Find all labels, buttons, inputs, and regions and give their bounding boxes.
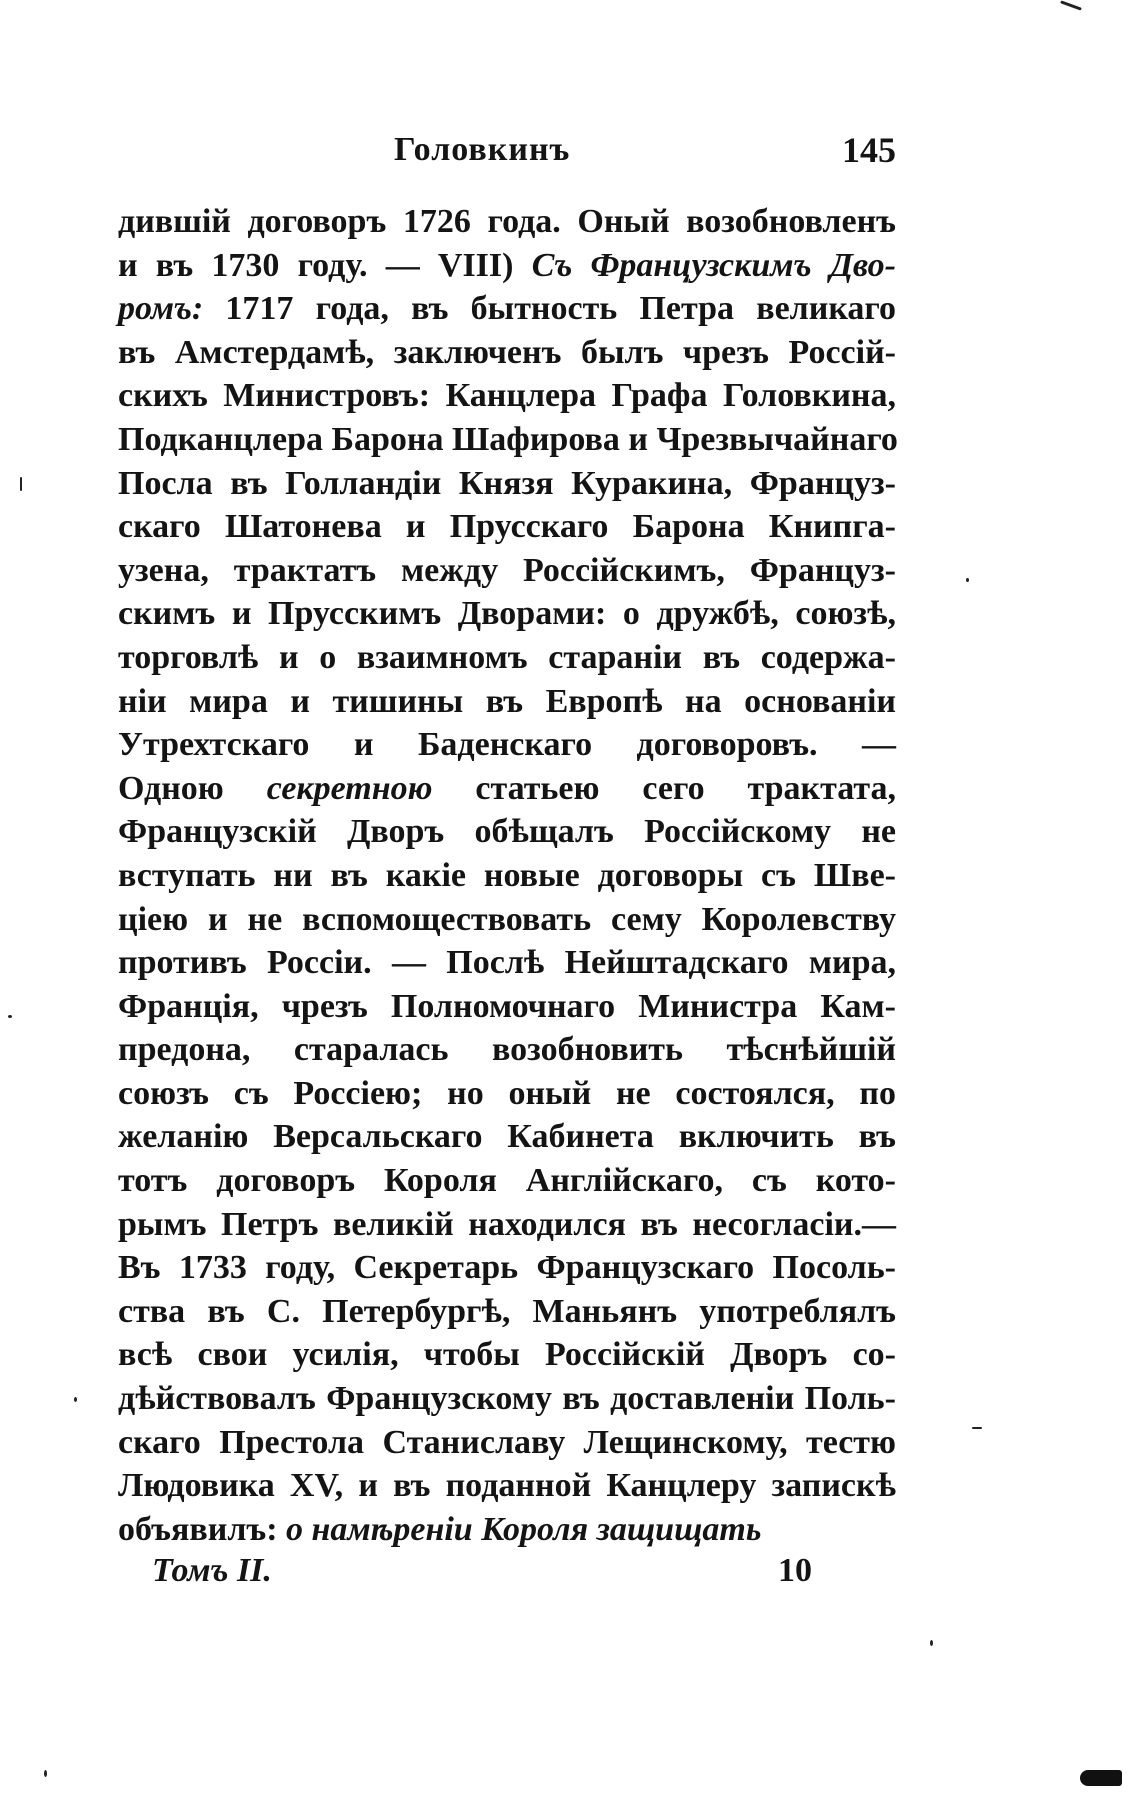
signature-mark: 10 [778,1552,812,1589]
text-line [118,636,896,680]
scan-speck [8,1015,12,1018]
scan-speck [74,1397,77,1402]
text-run: Людовика XV, и въ поданной Канцлеру запискѣ [118,1467,896,1505]
text-run: Франція, чрезъ Полномочнаго Министра Кам- [118,987,896,1025]
italic-run: о намѣреніи Короля защищать [286,1510,762,1548]
scan-speck [1080,1770,1122,1786]
text-run: въ Амстердамѣ, заключенъ былъ чрезъ Россій- [118,333,896,371]
text-run: скихъ Министровъ: Канцлера Графа Головкина, [118,377,896,415]
text-run: ніи мира и тишины въ Европѣ на основаніи [118,682,896,720]
scan-speck [1060,0,1082,10]
text-run: желанію Версальскаго Кабинета включить въ [118,1118,896,1156]
text-run: Утрехтскаго и Баденскаго договоровъ. — [118,726,896,764]
italic-run: секретною [266,769,433,807]
text-run: дившій договоръ 1726 года. Оный возобновленъ [118,203,896,240]
text-run: всѣ свои усилія, чтобы Россійскій Дворъ со- [118,1336,896,1374]
text-run: узена, трактатъ между Россійскимъ, Француз- [118,551,896,589]
text-line [118,1028,896,1072]
text-run: Въ 1733 году, Секретарь Французскаго Посоль- [118,1249,896,1287]
text-run: 1717 года, въ бытность Петра великаго [203,290,896,328]
text-run: ства въ С. Петербургѣ, Маньянъ употреблялъ [118,1292,896,1330]
text-line [118,374,896,418]
text-run: торговлѣ и о взаимномъ стараніи въ содержа- [118,638,896,676]
text-run: Подканцлера Барона Шафирова и Чрезвычайнаго [118,420,898,458]
body-text [118,200,896,1551]
text-line [118,1290,896,1334]
text-line [118,1377,896,1421]
text-line [118,505,896,549]
text-line [118,200,896,244]
text-line [118,418,896,462]
scan-speck [972,1427,982,1429]
text-run: ціею и не вспомоществовать сему Королевству [118,900,896,938]
text-line [118,1159,896,1203]
text-run: и въ 1730 году. — VIII) [118,246,532,284]
running-title: Головкинъ [394,131,571,168]
text-line [118,854,896,898]
text-line [118,898,896,942]
text-run: вступать ни въ какіе новые договоры съ Шве- [118,856,896,894]
text-line [118,1246,896,1290]
italic-run: ромъ: [118,290,204,328]
text-run: дѣйствовалъ Французскому въ доставленіи Поль- [118,1380,896,1418]
text-run: объявилъ: [118,1510,287,1548]
text-line [118,941,896,985]
text-run: противъ Россіи. — Послѣ Нейштадскаго мира, [118,944,896,982]
text-line [118,1115,896,1159]
text-line [118,1203,896,1247]
text-line [118,1508,896,1552]
text-line [118,462,896,506]
text-line [118,723,896,767]
text-line [118,1464,896,1508]
text-line [118,985,896,1029]
text-line [118,1333,896,1377]
text-line [118,1072,896,1116]
text-run: предона, старалась возобновить тѣснѣйшій [118,1031,896,1069]
scan-speck [930,1640,933,1646]
scan-speck [44,1770,47,1777]
text-run: скаго Шатонева и Прусскаго Барона Книпга- [118,508,896,546]
text-line [118,680,896,724]
text-line [118,287,896,331]
text-run: тотъ договоръ Короля Англійскаго, съ кото- [118,1162,896,1200]
text-line [118,331,896,375]
running-head [118,124,896,176]
page-number: 145 [842,130,896,170]
text-run: статьею сего трактата, [432,769,896,807]
text-run: союзъ съ Россіею; но оный не состоялся, по [118,1074,896,1112]
text-line [118,767,896,811]
text-line [118,1421,896,1465]
volume-label: Томъ II. [152,1552,272,1589]
page-footer [118,1548,896,1594]
text-line [118,592,896,636]
italic-run: Съ Французскимъ Дво- [531,246,896,284]
text-run: Посла въ Голландіи Князя Куракина, Француз- [118,464,896,502]
text-run: Одною [118,769,267,807]
text-run: скаго Престола Станиславу Лещинскому, тестю [118,1423,896,1461]
text-line [118,244,896,288]
text-line [118,810,896,854]
text-line [118,549,896,593]
scan-speck [20,477,22,491]
text-run: Французскій Дворъ обѣщалъ Россійскому не [118,813,896,851]
scan-speck [966,578,969,582]
text-run: скимъ и Прусскимъ Дворами: о дружбѣ, союзѣ, [118,595,896,633]
text-run: рымъ Петръ великій находился въ несогласіи.— [118,1205,896,1243]
